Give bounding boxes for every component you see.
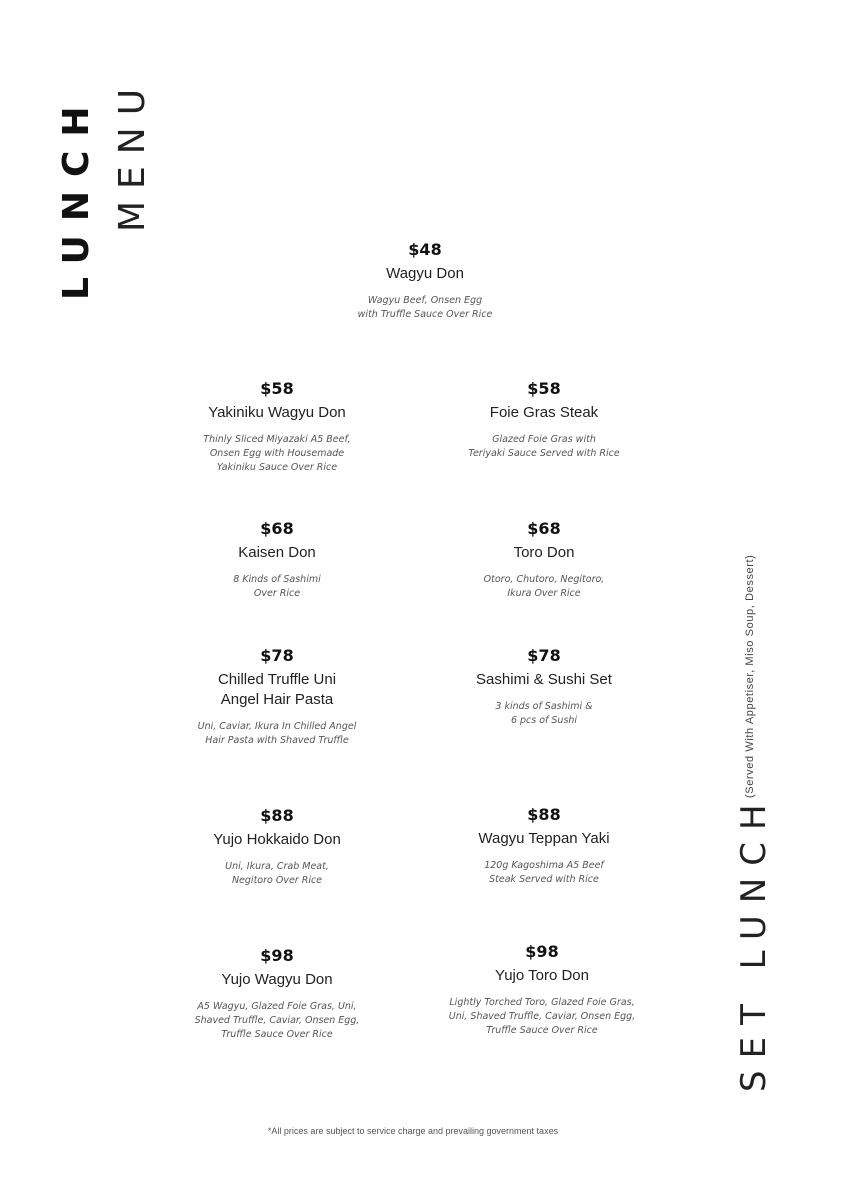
item-name: Chilled Truffle Uni Angel Hair Pasta — [217, 671, 337, 708]
item-price: $68 — [527, 519, 561, 538]
item-name: Toro Don — [513, 544, 575, 561]
item-name: Foie Gras Steak — [489, 404, 599, 421]
pricing-footnote: *All prices are subject to service charge and prevailing government taxes — [267, 1126, 559, 1136]
menu-item-wagyu-don — [305, 240, 545, 322]
item-description: Otoro, Chutoro, Negitoro, Ikura Over Rice — [483, 574, 605, 599]
menu-title-lunch: LUNCH — [56, 92, 97, 300]
item-description: Uni, Caviar, Ikura In Chilled Angel Hair Pasta with Shaved Truffle — [197, 721, 357, 746]
menu-item-sashimi-sushi-set — [424, 646, 664, 728]
item-name: Yujo Toro Don — [495, 967, 589, 984]
item-name: Kaisen Don — [238, 544, 316, 561]
item-description: Uni, Ikura, Crab Meat, Negitoro Over Rice — [225, 861, 329, 886]
item-description: Thinly Sliced Miyazaki A5 Beef, Onsen Egg with Housemade Yakiniku Sauce Over Rice — [203, 434, 351, 473]
item-name: Yujo Hokkaido Don — [213, 831, 341, 848]
item-description: 3 kinds of Sashimi & 6 pcs of Sushi — [495, 701, 593, 726]
item-description: 120g Kagoshima A5 Beef Steak Served with Rice — [484, 860, 604, 885]
item-price: $78 — [260, 646, 294, 665]
item-price: $48 — [408, 240, 442, 259]
item-price: $58 — [260, 379, 294, 398]
item-description: Wagyu Beef, Onsen Egg with Truffle Sauce Over Rice — [357, 295, 493, 320]
item-description: 8 Kinds of Sashimi Over Rice — [233, 574, 321, 599]
menu-item-yujo-toro-don — [422, 942, 662, 1038]
menu-title-menu: MENU — [112, 76, 153, 232]
item-price: $98 — [525, 942, 559, 961]
menu-item-toro-don — [424, 519, 664, 601]
item-name: Sashimi & Sushi Set — [476, 671, 612, 688]
menu-item-yujo-hokkaido-don — [157, 806, 397, 888]
item-description: Glazed Foie Gras with Teriyaki Sauce Served with Rice — [468, 434, 620, 459]
menu-item-foie-gras-steak — [424, 379, 664, 461]
item-name: Yujo Wagyu Don — [221, 971, 333, 988]
item-price: $88 — [260, 806, 294, 825]
item-name: Yakiniku Wagyu Don — [208, 404, 346, 421]
set-lunch-heading: SET LUNCH — [734, 792, 774, 1092]
item-description: Lightly Torched Toro, Glazed Foie Gras, Uni, Shaved Truffle, Caviar, Onsen Egg, Truffle Sauce Over Rice — [448, 997, 636, 1036]
item-price: $78 — [527, 646, 561, 665]
menu-item-wagyu-teppan-yaki — [424, 805, 664, 887]
set-lunch-inclusions: (Served With Appetiser, Miso Soup, Dessert) — [744, 554, 756, 798]
menu-item-yujo-wagyu-don — [157, 946, 397, 1042]
item-price: $88 — [527, 805, 561, 824]
item-price: $98 — [260, 946, 294, 965]
item-description: A5 Wagyu, Glazed Foie Gras, Uni, Shaved Truffle, Caviar, Onsen Egg, Truffle Sauce Over Rice — [194, 1001, 360, 1040]
item-price: $68 — [260, 519, 294, 538]
item-price: $58 — [527, 379, 561, 398]
menu-item-kaisen-don — [157, 519, 397, 601]
item-name: Wagyu Teppan Yaki — [478, 830, 610, 847]
menu-item-yakiniku-wagyu-don — [157, 379, 397, 475]
menu-item-chilled-truffle-uni-pasta — [157, 646, 397, 748]
item-name: Wagyu Don — [386, 265, 464, 282]
